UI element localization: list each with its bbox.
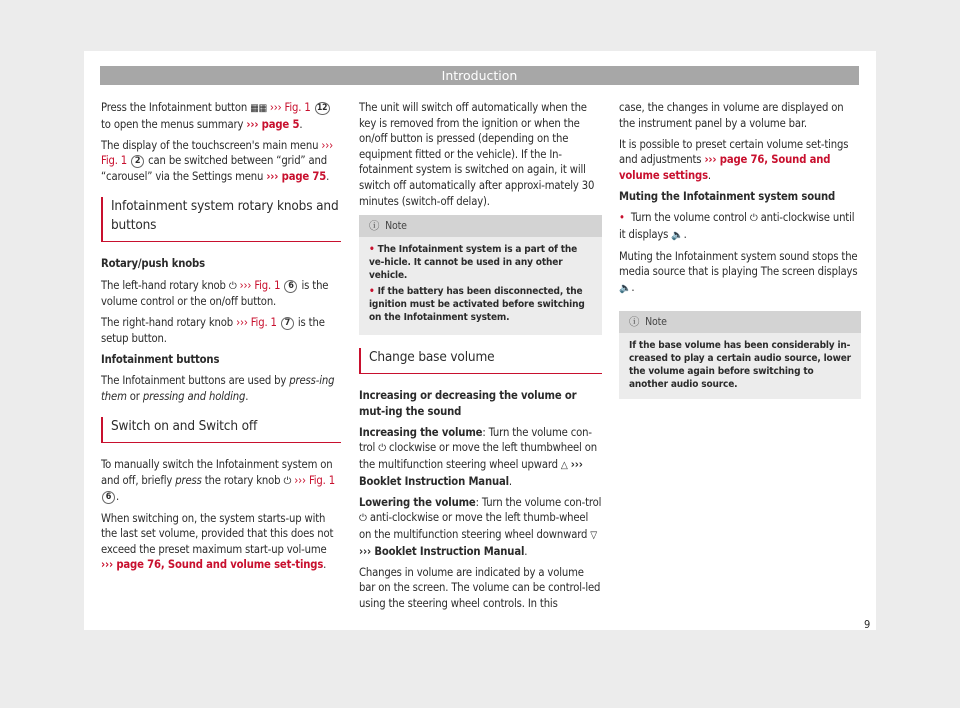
- power-icon: ⏻: [283, 475, 292, 487]
- bullet-icon: •: [369, 286, 375, 298]
- note-box: [359, 215, 602, 335]
- paragraph: The Infotainment buttons are used by press-ing them or pressing and holding.: [101, 374, 335, 403]
- subheading: Rotary/push knobs: [101, 257, 205, 271]
- note-header: ⓘ Note: [359, 215, 602, 237]
- paragraph: To manually switch the Infotainment system on and off, briefly press the rotary knob ⏻ ››› Fig. 1 6 .: [101, 458, 335, 504]
- paragraph: Changes in volume are indicated by a volume bar on the screen. The volume can be control-led using the steering wheel controls. In this: [359, 565, 601, 610]
- subheading: Muting the Infotainment system sound: [619, 189, 836, 203]
- paragraph: Increasing the volume: Turn the volume con-trol ⏻ clockwise or move the left thumbwheel on the multifunction steering wheel upward △ ››› Booklet Instruction Manual.: [359, 425, 597, 488]
- subheading: Infotainment buttons: [101, 352, 220, 366]
- page-link[interactable]: ››› page 5: [246, 117, 300, 131]
- manual-link[interactable]: ››› Booklet Instruction Manual: [359, 544, 525, 558]
- note-item: • If the battery has been disconnected, the ignition must be activated before switching on the Infotainment system.: [369, 286, 585, 324]
- callout-number: 2: [131, 155, 144, 168]
- paragraph: Muting the Infotainment system sound stops the media source that is playing The screen displays 🔈.: [619, 249, 861, 297]
- column-3: [619, 100, 861, 411]
- paragraph: Lowering the volume: Turn the volume con-trol ⏻ anti-clockwise or move the left thumb-wheel on the multifunction steering wheel downward ▽ ››› Booklet Instruction Manual.: [359, 495, 602, 558]
- triangle-down-icon: ▽: [590, 529, 598, 541]
- paragraph: The left-hand rotary knob ⏻ ››› Fig. 1 6 is the volume control or the on/off button.: [101, 278, 329, 309]
- note-item: If the base volume has been considerably in-creased to play a certain audio source, lower the volume again before switching to another audio source.: [629, 339, 851, 390]
- column-1: [101, 100, 341, 578]
- info-icon: ⓘ: [629, 315, 640, 328]
- mute-icon: 🔈: [671, 229, 684, 241]
- fig-link[interactable]: ››› Fig. 1: [269, 101, 311, 114]
- section-heading: Change base volume: [359, 348, 602, 374]
- section-header: Introduction: [100, 66, 859, 85]
- section-heading: Switch on and Switch off: [101, 417, 341, 443]
- page-link[interactable]: ››› page 76, Sound and volume set-tings: [101, 558, 324, 572]
- callout-number: 12: [315, 102, 330, 115]
- fig-link[interactable]: ››› Fig. 1: [239, 278, 281, 292]
- paragraph: The unit will switch off automatically when the key is removed from the ignition or when the on/off button is pressed (depending on the equipment fitted or the vehicle). If the In-fotainment system is switched on again, it will switch off automatically after approxi-mately 30 minutes (switch-off delay).: [359, 101, 595, 208]
- page-number: 9: [864, 618, 871, 631]
- fig-link[interactable]: ››› Fig. 1: [294, 473, 335, 487]
- info-icon: ⓘ: [369, 220, 380, 233]
- section-heading: Infotainment system rotary knobs and buttons: [101, 197, 341, 242]
- paragraph: It is possible to preset certain volume set-tings and adjustments ››› page 76, Sound and volume settings.: [619, 137, 849, 182]
- fig-link[interactable]: ››› Fig. 1: [236, 316, 277, 330]
- paragraph: Press the Infotainment button ▦▦ ››› Fig. 1 12 to open the menus summary ››› page 5.: [101, 100, 341, 132]
- callout-number: 6: [102, 491, 115, 504]
- subheading: Increasing or decreasing the volume or mut-ing the sound: [359, 389, 577, 418]
- page-link[interactable]: ››› page 75: [266, 169, 327, 183]
- triangle-up-icon: △: [560, 460, 568, 472]
- paragraph: • Turn the volume control ⏻ anti-clockwise until it displays 🔈.: [619, 210, 861, 243]
- menu-button-icon: ▦▦: [250, 103, 267, 114]
- power-icon: ⏻: [378, 443, 386, 455]
- manual-link[interactable]: ››› Booklet Instruction Manual: [359, 458, 583, 488]
- paragraph: The right-hand rotary knob ››› Fig. 1 7 is the setup button.: [101, 316, 325, 345]
- power-icon: ⏻: [228, 280, 237, 292]
- fig-link[interactable]: ››› Fig. 1: [101, 138, 333, 168]
- bullet-icon: •: [619, 211, 625, 225]
- note-box: [619, 311, 861, 399]
- column-2: [359, 100, 602, 617]
- paragraph: The display of the touchscreen's main menu ››› Fig. 1 2 can be switched between “grid” and “carousel” via the Settings menu ››› page 75.: [101, 138, 333, 183]
- power-icon: ⏻: [749, 213, 758, 225]
- note-header: ⓘ Note: [619, 311, 861, 333]
- power-icon: ⏻: [359, 513, 367, 525]
- page-link[interactable]: ››› page 76, Sound and volume settings: [619, 153, 831, 182]
- note-item: • The Infotainment system is a part of the ve-hicle. It cannot be used in any other vehicle.: [369, 244, 578, 282]
- paragraph: case, the changes in volume are displayed on the instrument panel by a volume bar.: [619, 101, 844, 130]
- bullet-icon: •: [369, 244, 375, 256]
- mute-icon: 🔈: [619, 282, 632, 294]
- callout-number: 7: [281, 317, 294, 330]
- paragraph: When switching on, the system starts-up with the last set volume, provided that this does not exceed the preset maximum start-up vol-ume ››› page 76, Sound and volume set-tings.: [101, 511, 334, 572]
- callout-number: 6: [284, 280, 297, 293]
